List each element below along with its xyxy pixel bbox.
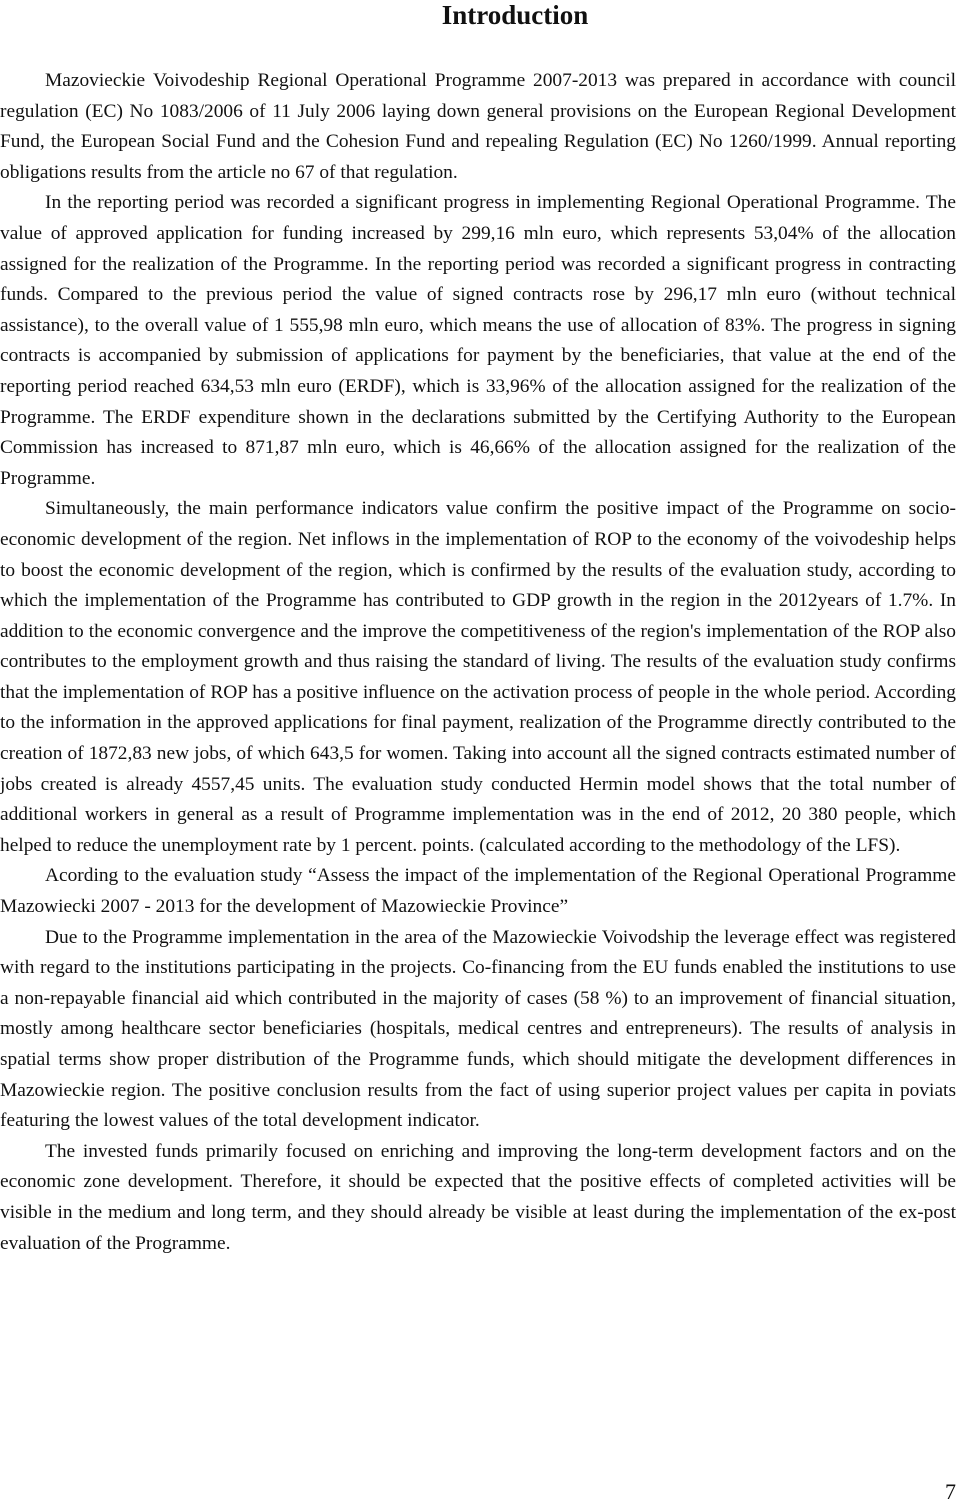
page-number: 7 xyxy=(945,1479,956,1504)
paragraph-performance-indicators: Simultaneously, the main performance indicators value confirm the positive impact of the Programme on socio-economic development of the region. Net inflows in the implementation of ROP to the economy of the voivodeship helps to boost the economic development of the region, which is confirmed by the results of the evaluation study, according to which the implementation of the Programme has contributed to GDP growth in the region in the 2012years of 1.7%. In addition to the economic convergence and the improve the competitiveness of the region's implementation of the ROP also contributes to the employment growth and thus raising the standard of living. The results of the evaluation study confirms that the implementation of ROP has a positive influence on the activation process of people in the whole period. According to the information in the approved applications for final payment, realization of the Programme directly contributed to the creation of 1872,83 new jobs, of which 643,5 for women. Taking into account all the signed contracts estimated number of jobs created is already 4557,45 units. The evaluation study conducted Hermin model shows that the total number of additional workers in general as a result of Programme implementation was in the end of 2012, 20 380 people, which helped to reduce the unemployment rate by 1 percent. points. (calculated according to the methodology of the LFS). xyxy=(0,498,956,856)
paragraph-reporting-progress: In the reporting period was recorded a significant progress in implementing Regional Operational Programme. The value of approved application for funding increased by 299,16 mln euro, which represents 53,04% of the allocation assigned for the realization of the Programme. In the reporting period was recorded a significant progress in contracting funds. Compared to the previous period the value of signed contracts rose by 296,17 mln euro (without technical assistance), to the overall value of 1 555,98 mln euro, which means the use of allocation of 83%. The progress in signing contracts is accompanied by submission of applications for payment by the beneficiaries, that value at the end of the reporting period reached 634,53 mln euro (ERDF), which is 33,96% of the allocation assigned for the realization of the Programme. The ERDF expenditure shown in the declarations submitted by the Certifying Authority to the European Commission has increased to 871,87 mln euro, which is 46,66% of the allocation assigned for the realization of the Programme. xyxy=(0,192,956,489)
page-title: Introduction xyxy=(441,0,589,30)
paragraph-evaluation-study: Acording to the evaluation study “Assess the impact of the implementation of the Regional Operational Programme Mazowiecki 2007 - 2013 for the development of Mazowieckie Province” xyxy=(0,865,956,918)
document-body xyxy=(0,66,956,1259)
paragraph-leverage-effect: Due to the Programme implementation in the area of the Mazowieckie Voivodship the leverage effect was registered with regard to the institutions participating in the projects. Co-financing from the EU funds enabled the institutions to use a non-repayable financial aid which contributed in the majority of cases (58 %) to an improvement of financial situation, mostly among healthcare sector beneficiaries (hospitals, medical centres and entrepreneurs). The results of analysis in spatial terms show proper distribution of the Programme funds, which should mitigate the development differences in Mazowieckie region. The positive conclusion results from the fact of using superior project values per capita in poviats featuring the lowest values of the total development indicator. xyxy=(0,926,956,1132)
paragraph-programme-preparation: Mazovieckiе Voivodeship Regional Operational Programme 2007-2013 was prepared in accordance with council regulation (EC) No 1083/2006 of 11 July 2006 laying down general provisions on the European Regional Development Fund, the European Social Fund and the Cohesion Fund and repealing Regulation (EC) No 1260/1999. Annual reporting obligations results from the article no 67 of that regulation. xyxy=(0,70,956,183)
paragraph-invested-funds: The invested funds primarily focused on enriching and improving the long-term development factors and on the economic zone development. Therefore, it should be expected that the positive effects of completed activities will be visible in the medium and long term, and they should already be visible at least during the implementation of the ex-post evaluation of the Programme. xyxy=(0,1140,956,1254)
